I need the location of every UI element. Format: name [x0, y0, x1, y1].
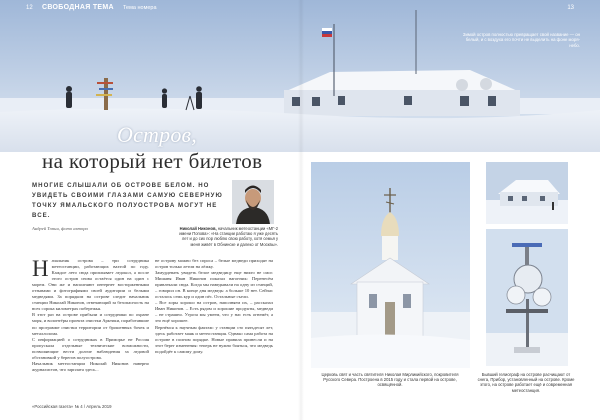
church-photo	[311, 162, 470, 368]
house-photo	[486, 162, 568, 224]
lead-paragraph: МНОГИЕ СЛЫШАЛИ ОБ ОСТРОВЕ БЕЛОМ. НО УВИДЕТЬ СВОИМИ ГЛАЗАМИ САМУЮ СЕВЕРНУЮ ТОЧКУ ЯМАЛЬСКОГО ПОЛУОСТРОВА МОГУТ НЕ ВСЕ.	[32, 182, 223, 219]
article-paragraph: Начальник метеостанции Николай Никонов наверно журналистов, что зарплата здесь...	[32, 360, 149, 372]
hero-caption: Зимой остров полностью превращает свой название — он белый, и с воздуха его почти не выделить на фоне моря-небо.	[462, 32, 580, 48]
page-number-left: 12	[26, 5, 33, 11]
portrait-name: Николай Никонов,	[179, 226, 217, 231]
heliograph-caption: Бывший гелиограф на острове расчищают от снега, Прибор, установленный на острове. Кроме этого, на острове работает ещё и современная метеостанция.	[477, 372, 575, 393]
article-paragraph: не острову можно без спроса – белые медведи приходят на остров только летом на лёжку.	[155, 258, 273, 270]
article-paragraph: – Все хоры хорошо на остров, наполняем их, – рассказал Иван Никонов. – Есть рядом и хорошие продукты, медведи – не страшно. Угроза мы умеем, что у нас есть огнемёт, а это ещё хорошее.	[155, 300, 273, 324]
article-paragraph: Вернёмся к научным фактам: у станции сто пятьдесят лет, здесь работает маяк и метеостанция. Однако сама работа на острове в полном порядке. Новые правила принесли и на этот берег изменения: теперь не нужно бояться, что медведь подойдёт к самому дому.	[155, 324, 273, 354]
article-column-1	[32, 258, 149, 373]
church-image	[311, 162, 470, 368]
section-subtitle: Тема номера	[123, 5, 157, 11]
article-paragraph: С информацией о сотрудниках в Приморье не Россия пропускала отдельные технические возможности, позволяющие вести долгие наблюдения за ледовой обстановкой у берегов полуострова.	[32, 336, 149, 360]
drop-cap: Н	[32, 256, 49, 281]
article-column-2	[155, 258, 273, 355]
house-image	[486, 162, 568, 224]
heliograph-image	[486, 229, 568, 366]
station-building	[284, 70, 520, 116]
church-caption: Церковь свят и часть святителя Николая Мирликийского, покровителя Русского Севера. Построена в 2015 году и стала первой на острове, освящённой.	[321, 372, 459, 388]
headline-line-1: Остров,	[117, 122, 197, 147]
page-number-right: 13	[567, 5, 574, 11]
portrait-caption	[176, 226, 278, 247]
byline: Андрей Топин, фото автора	[32, 226, 88, 231]
article-paragraph: Замурдевать увидеть белое медведицу еще никто не смог. Мишаня Иван Никонов показал вагончик: Перенесём привлекали сюда. Когда мы наведывали на одну из станций, – говорил он. В конце дня медведь: а больше 10 нет. Сейчас осталось семь кур и один пёс. Остальные съели.	[155, 270, 273, 300]
heliograph-photo	[486, 229, 568, 366]
article-paragraph: Начальник острова – три сотрудника метеостанции, работающих вахтой по году. Каждое лето сюда приплывает ледокол, а после этого остров снова остаётся один на один с морем. Они же и наполняют интернет восторженными отзывами и фотографиями своей аудитории и белыми медведями. За порядком на острове следит начальник станции Николай Никонов, отвечающий за безопасность на всех сорока километрах побережья.	[32, 256, 149, 312]
portrait-photo	[232, 180, 274, 224]
portrait-image	[232, 180, 274, 224]
section-title: СВОБОДНАЯ ТЕМА	[42, 4, 114, 11]
headline-line-2: на который нет билетов	[42, 149, 263, 173]
page-footer: «Российская газета» № 4 / Апрель 2019	[32, 404, 112, 409]
page-gutter	[298, 0, 304, 420]
article-paragraph: В этот раз на острове прибыли и сотрудники по охране моря, и волонтёры проекта очистки Арктики, поработавшие по программе очистки территории от брошенных бочек и металлолома.	[32, 312, 149, 336]
portrait-caption-text: начальник метеостанции «МГ-2 имени Попова»: «На станции работаю я уже десять лет и до сих пор люблю свою работу, хотя семья у меня живёт в Обнинске и далеко от Москвы».	[179, 226, 278, 247]
